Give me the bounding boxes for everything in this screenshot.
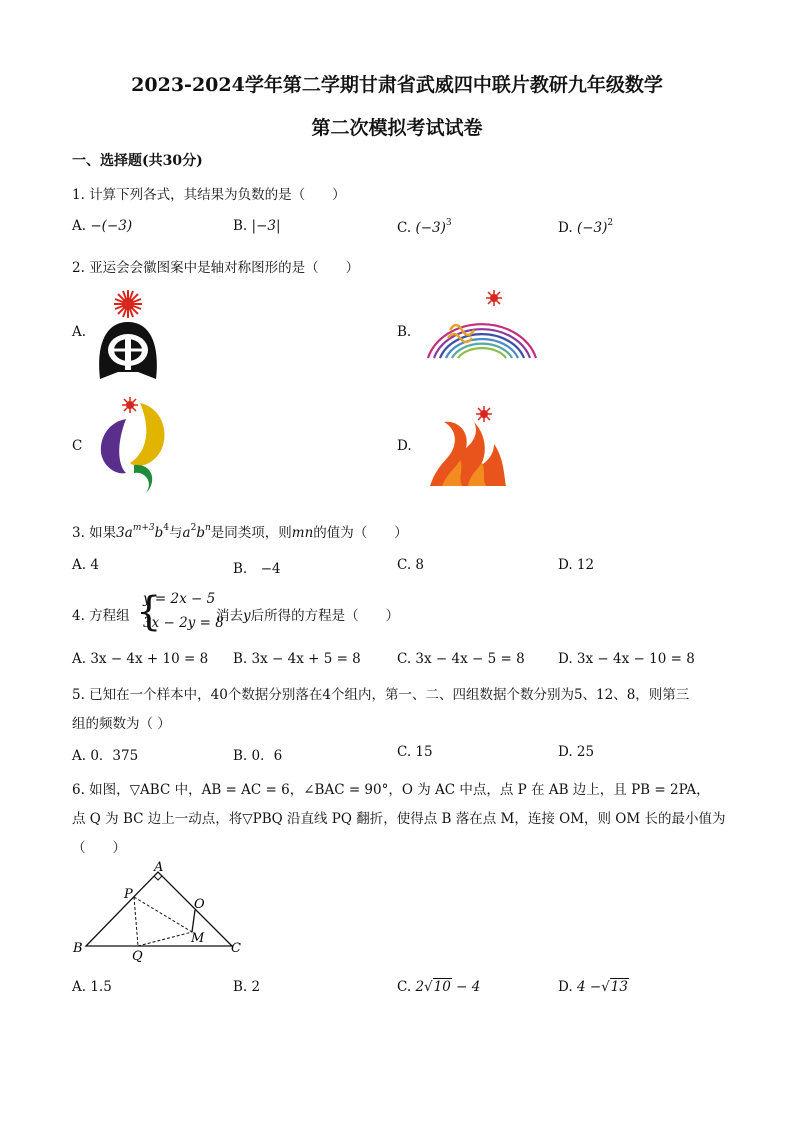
q4-option-b[interactable]: B. 3x − 4x + 5 = 8 bbox=[233, 651, 361, 667]
q6-option-a[interactable]: A. 1.5 bbox=[72, 979, 112, 995]
page-subtitle: 第二次模拟考试试卷 bbox=[311, 117, 483, 139]
question-4-suffix: 消去y后所得的方程是（ ） bbox=[216, 608, 400, 624]
q1-option-c[interactable]: C. $(-3)^3$ bbox=[397, 218, 452, 236]
q6-option-c[interactable]: C. 2√10 − 4 bbox=[397, 979, 481, 995]
q5-option-c[interactable]: C. 15 bbox=[397, 744, 433, 760]
label-q: Q bbox=[132, 949, 143, 964]
brace: { bbox=[136, 589, 162, 635]
q1-option-a[interactable]: A. −(−3) bbox=[72, 218, 133, 234]
q4-option-a[interactable]: A. 3x − 4x + 10 = 8 bbox=[72, 651, 209, 667]
label-c: C bbox=[231, 941, 241, 956]
q1-option-b[interactable]: B. |−3| bbox=[233, 218, 281, 234]
page-title: 2023-2024学年第二学期甘肃省武威四中联片教研九年级数学 bbox=[131, 74, 663, 96]
q5-option-b[interactable]: B. 0．6 bbox=[233, 748, 283, 764]
logo-c-icon[interactable] bbox=[96, 395, 168, 497]
q2-option-c-label[interactable]: C bbox=[72, 438, 83, 454]
q3-option-d[interactable]: D. 12 bbox=[558, 557, 595, 573]
q3-option-c[interactable]: C. 8 bbox=[397, 557, 425, 573]
question-5-line1: 5. 已知在一个样本中，40个数据分别落在4个组内，第一、二、四组数据个数分别为5、12、8，则第三 bbox=[72, 687, 690, 703]
q5-option-a[interactable]: A. 0．375 bbox=[72, 748, 139, 764]
question-3-stem: 3. 如果$3a^{m+3}b^4$与$a^2b^n$是同类项，则mn的值为（ ） bbox=[72, 523, 408, 541]
q6-option-b[interactable]: B. 2 bbox=[233, 979, 261, 995]
logo-b-icon[interactable] bbox=[420, 288, 540, 368]
question-1-stem: 1. 计算下列各式，其结果为负数的是（ ） bbox=[72, 187, 346, 203]
q1-option-d[interactable]: D. $(-3)^2$ bbox=[558, 218, 614, 236]
question-6-line1: 6. 如图，▽ABC 中，AB = AC = 6，∠BAC = 90°，O 为 AC 中点，点 P 在 AB 边上，且 PB = 2PA， bbox=[72, 782, 710, 798]
label-m: M bbox=[191, 931, 205, 946]
logo-d-icon[interactable] bbox=[428, 402, 508, 488]
q4-option-d[interactable]: D. 3x − 4x − 10 = 8 bbox=[558, 651, 695, 667]
q3-option-a[interactable]: A. 4 bbox=[72, 557, 99, 573]
q4-option-c[interactable]: C. 3x − 4x − 5 = 8 bbox=[397, 651, 525, 667]
q3-option-b[interactable]: B. −4 bbox=[233, 561, 281, 577]
equation-1: y = 2x − 5 bbox=[143, 591, 216, 607]
label-p: P bbox=[124, 887, 133, 902]
q6-option-d[interactable]: D. 4 −√13 bbox=[558, 979, 628, 995]
logo-a-icon[interactable] bbox=[92, 284, 172, 384]
equation-2: 3x − 2y = 8 bbox=[143, 615, 224, 631]
question-6-line2: 点 Q 为 BC 边上一动点，将▽PBQ 沿直线 PQ 翻折，使得点 B 落在点 M，连接 OM，则 OM 长的最小值为 bbox=[72, 811, 726, 827]
question-6-line3: （ ） bbox=[72, 840, 126, 856]
label-b: B bbox=[73, 941, 83, 956]
question-2-stem: 2. 亚运会会徽图案中是轴对称图形的是（ ） bbox=[72, 260, 360, 276]
q2-option-b-label[interactable]: B. bbox=[397, 324, 412, 340]
label-o: O bbox=[194, 897, 205, 912]
q2-option-d-label[interactable]: D. bbox=[397, 438, 412, 454]
question-4-prefix: 4. 方程组 bbox=[72, 608, 130, 624]
q5-option-d[interactable]: D. 25 bbox=[558, 744, 595, 760]
triangle-figure bbox=[70, 860, 260, 965]
label-a: A bbox=[154, 860, 164, 875]
q2-option-a-label[interactable]: A. bbox=[72, 324, 87, 340]
section-heading: 一、选择题(共30分) bbox=[72, 153, 203, 169]
question-5-line2: 组的频数为（ ） bbox=[72, 716, 171, 732]
